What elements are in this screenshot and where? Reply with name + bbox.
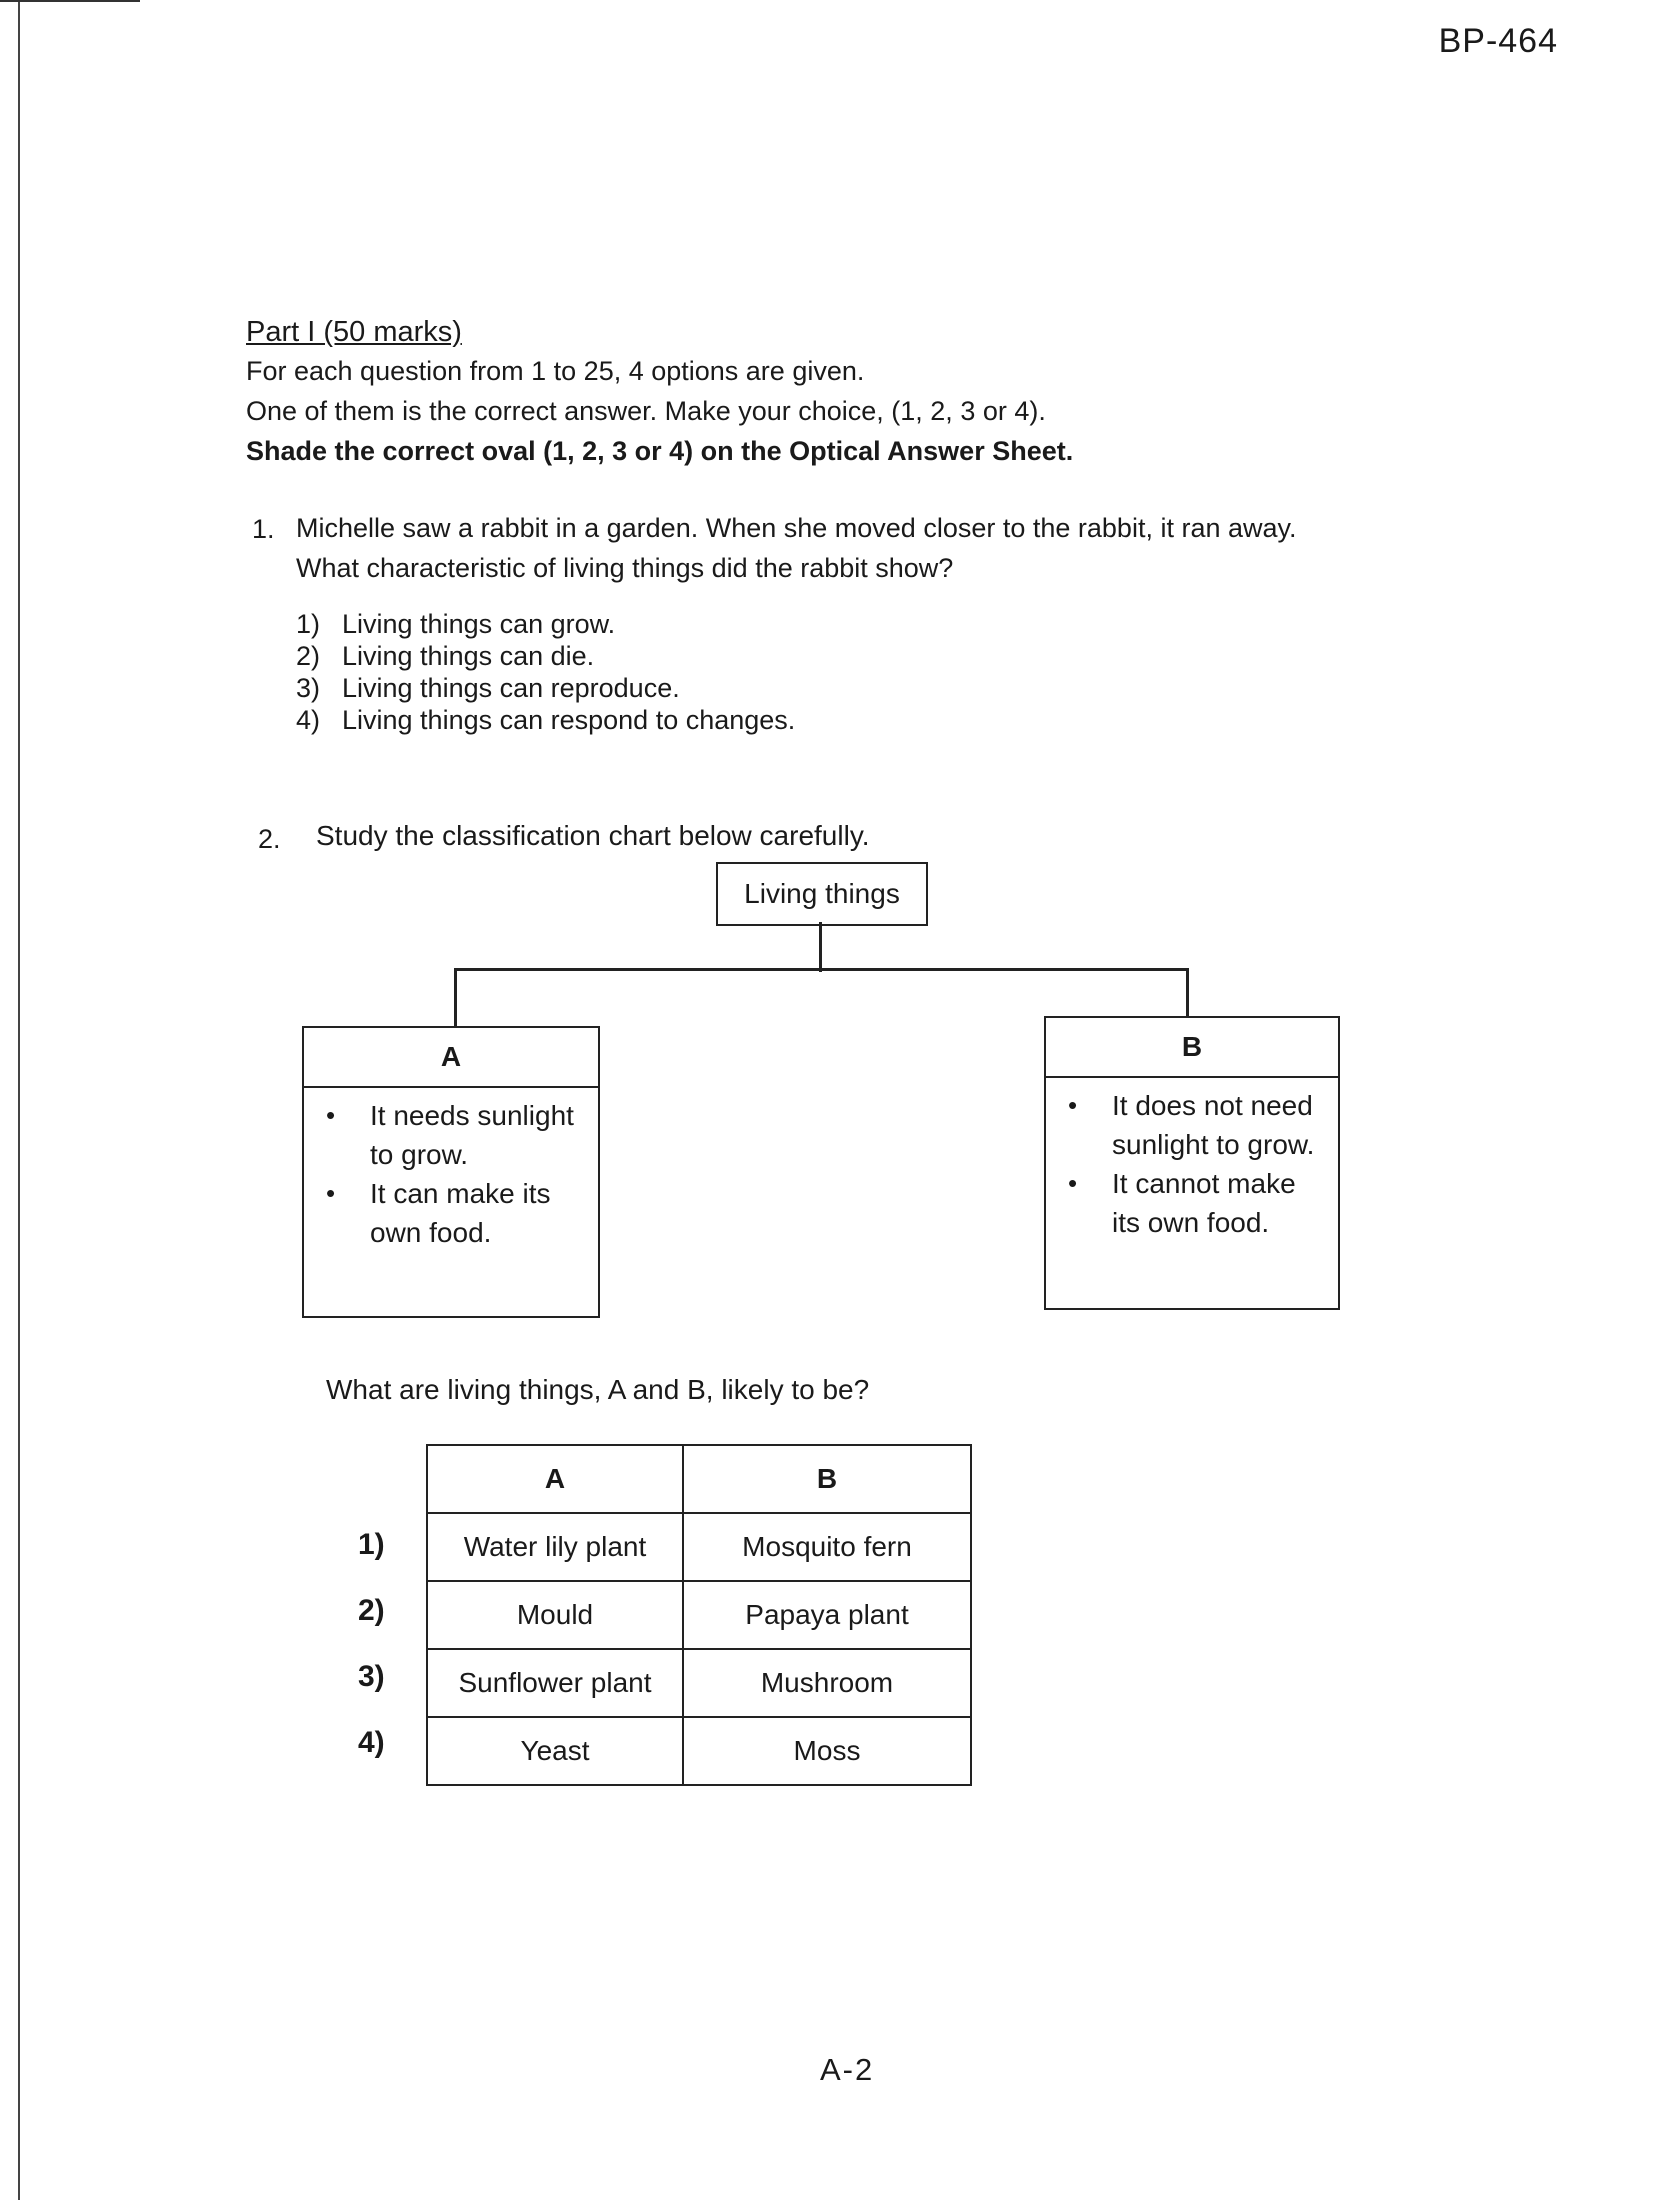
table-header-row <box>427 1445 971 1513</box>
table-cell-a: Mould <box>427 1581 683 1649</box>
q1-text <box>296 508 1297 588</box>
table-row-number-2: 2) <box>358 1594 385 1627</box>
q2-answer-table <box>426 1444 972 1786</box>
table-row <box>427 1513 971 1581</box>
q1-option-1: 1) Living things can grow. <box>296 609 616 639</box>
table-cell-b: Moss <box>683 1717 971 1785</box>
page-number: A-2 <box>820 2052 875 2087</box>
q1-option-3: 3) Living things can reproduce. <box>296 673 680 703</box>
part-title: Part I (50 marks) <box>246 316 462 348</box>
q1-number: 1. <box>252 514 275 544</box>
table-cell-b: Mosquito fern <box>683 1513 971 1581</box>
chart-b-item-2: • It cannot make its own food. <box>1056 1164 1328 1242</box>
chart-box-a-label: A <box>304 1028 598 1088</box>
instruction-line-1: For each question from 1 to 25, 4 options are given. <box>246 356 865 386</box>
chart-connector-b <box>1186 968 1189 1018</box>
q1-line-1: Michelle saw a rabbit in a garden. When she moved closer to the rabbit, it ran away. <box>296 513 1297 543</box>
chart-connector-root <box>819 922 822 972</box>
table-row <box>427 1581 971 1649</box>
page-left-border <box>18 0 20 2200</box>
table-cell-a: Sunflower plant <box>427 1649 683 1717</box>
chart-root-box <box>716 862 928 926</box>
chart-box-a <box>302 1026 600 1318</box>
chart-connector-horizontal <box>454 968 1188 971</box>
q1-options <box>296 608 795 736</box>
q1-option-2: 2) Living things can die. <box>296 641 595 671</box>
table-cell-b: Mushroom <box>683 1649 971 1717</box>
instruction-line-2: One of them is the correct answer. Make your choice, (1, 2, 3 or 4). <box>246 396 1046 426</box>
table-row <box>427 1649 971 1717</box>
q2-question: What are living things, A and B, likely to be? <box>326 1374 870 1405</box>
chart-a-item-1: • It needs sunlight to grow. <box>314 1096 588 1174</box>
chart-a-item-2: • It can make its own food. <box>314 1174 588 1252</box>
q1-line-2: What characteristic of living things did the rabbit show? <box>296 553 954 583</box>
chart-box-b-label: B <box>1046 1018 1338 1078</box>
chart-b-item-1: • It does not need sunlight to grow. <box>1056 1086 1328 1164</box>
chart-connector-a <box>454 968 457 1028</box>
table-row-number-3: 3) <box>358 1660 385 1693</box>
table-cell-a: Water lily plant <box>427 1513 683 1581</box>
table-cell-b: Papaya plant <box>683 1581 971 1649</box>
q2-number: 2. <box>258 824 281 854</box>
q1-option-4: 4) Living things can respond to changes. <box>296 705 796 735</box>
table-row-number-4: 4) <box>358 1726 385 1759</box>
table-row <box>427 1717 971 1785</box>
table-row-number-1: 1) <box>358 1528 385 1561</box>
page-top-mark <box>0 0 140 2</box>
document-code: BP-464 <box>1438 22 1558 60</box>
chart-root-label: Living things <box>744 878 900 909</box>
instruction-line-3: Shade the correct oval (1, 2, 3 or 4) on the Optical Answer Sheet. <box>246 436 1074 466</box>
table-cell-a: Yeast <box>427 1717 683 1785</box>
table-header-a: A <box>427 1445 683 1513</box>
chart-box-b <box>1044 1016 1340 1310</box>
table-header-b: B <box>683 1445 971 1513</box>
q2-prompt: Study the classification chart below carefully. <box>316 820 870 851</box>
